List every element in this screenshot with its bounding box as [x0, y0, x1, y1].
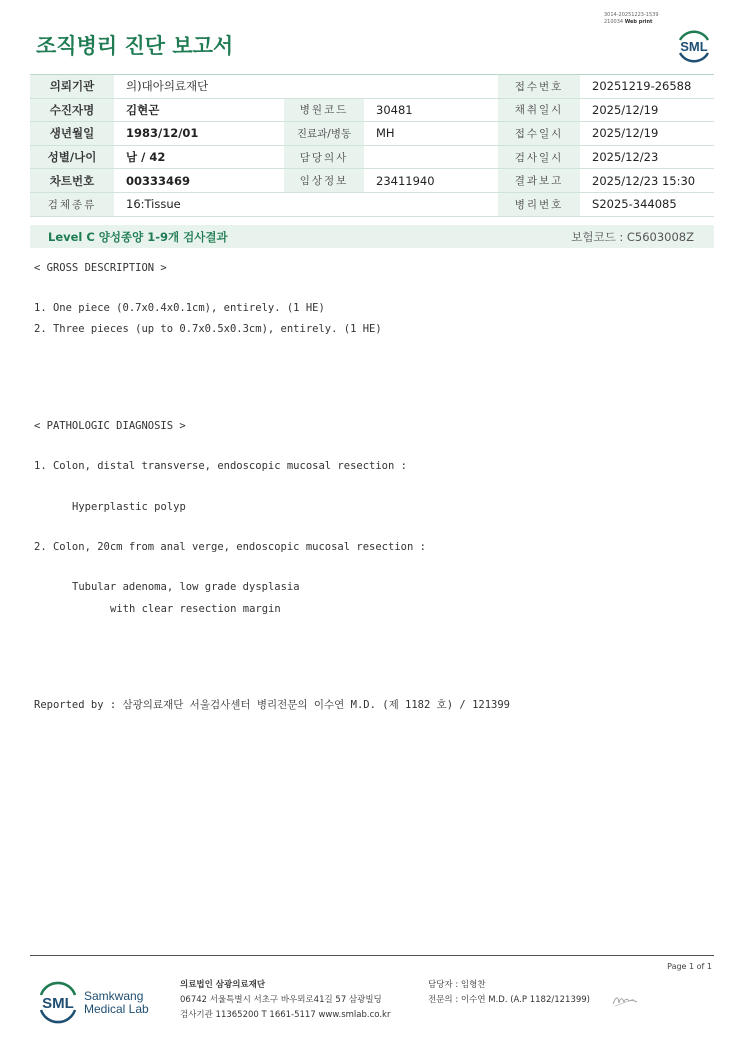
footer-contact: 검사기관 11365200 T 1661-5117 www.smlab.co.kr [180, 1010, 391, 1020]
diagnosis-item-2-margin: with clear resection margin [110, 603, 281, 615]
table-row [30, 169, 714, 193]
value-collection-date: 2025/12/19 [580, 98, 714, 122]
table-row [30, 75, 714, 99]
page-number: Page 1 of 1 [667, 962, 712, 971]
table-row [30, 122, 714, 146]
label-receipt-number: 접수번호 [498, 75, 580, 99]
label-pathology-number: 병리번호 [498, 192, 580, 216]
label-patient-name: 수진자명 [30, 98, 114, 122]
diagnosis-item-1-result: Hyperplastic polyp [72, 501, 186, 513]
diagnosis-item-2-result: Tubular adenoma, low grade dysplasia [72, 581, 300, 593]
label-receipt-date: 접수일시 [498, 122, 580, 146]
table-row [30, 98, 714, 122]
value-birth-date: 1983/12/01 [114, 122, 284, 146]
label-birth-date: 생년월일 [30, 122, 114, 146]
label-collection-date: 채취일시 [498, 98, 580, 122]
table-row [30, 145, 714, 169]
value-result-report: 2025/12/23 15:30 [580, 169, 714, 193]
value-attending-doctor [364, 145, 498, 169]
label-result-report: 결과보고 [498, 169, 580, 193]
test-summary-band [30, 225, 714, 248]
label-chart-number: 차트번호 [30, 169, 114, 193]
value-test-date: 2025/12/23 [580, 145, 714, 169]
value-receipt-date: 2025/12/19 [580, 122, 714, 146]
footer-brand-line2: Medical Lab [84, 1002, 149, 1016]
insurance-code: 보험코드 : C5603008Z [571, 230, 694, 244]
value-sex-age: 남 / 42 [114, 145, 284, 169]
label-clinical-info: 임상정보 [284, 169, 364, 193]
footer-signatories [428, 978, 590, 1008]
label-test-date: 검사일시 [498, 145, 580, 169]
sml-footer-logo-icon [36, 978, 80, 1026]
value-requesting-institution: 의)대아의료재단 [114, 75, 498, 99]
value-receipt-number: 20251219-26588 [580, 75, 714, 99]
gross-description-heading: < GROSS DESCRIPTION > [34, 262, 167, 274]
diagnosis-item-1: 1. Colon, distal transverse, endoscopic mucosal resection : [34, 460, 407, 472]
test-name: Level C 양성종양 1-9개 검사결과 [48, 230, 228, 244]
value-chart-number: 00333469 [114, 169, 284, 193]
label-specimen-type: 검체종류 [30, 192, 114, 216]
label-sex-age: 성별/나이 [30, 145, 114, 169]
sml-logo-text: SML [680, 39, 708, 54]
value-clinical-info: 23411940 [364, 169, 498, 193]
label-department: 진료과/병동 [284, 122, 364, 146]
gross-item-2: 2. Three pieces (up to 0.7x0.5x0.3cm), entirely. (1 HE) [34, 323, 382, 335]
gross-item-1: 1. One piece (0.7x0.4x0.1cm), entirely. (1 HE) [34, 302, 325, 314]
patient-info-table [30, 74, 714, 217]
footer-org-name: 의료법인 삼광의료재단 [180, 980, 266, 990]
print-meta [604, 12, 659, 26]
footer-divider [30, 955, 714, 956]
print-meta-line1: 3014-20251223-1539 [604, 12, 659, 18]
label-hospital-code: 병원코드 [284, 98, 364, 122]
footer-brand-line1: Samkwang [84, 989, 144, 1003]
pathologic-diagnosis-heading: < PATHOLOGIC DIAGNOSIS > [34, 420, 186, 432]
footer-brand [84, 990, 149, 1016]
value-patient-name: 김현곤 [114, 98, 284, 122]
footer-manager: 담당자 : 임형찬 [428, 980, 486, 990]
table-row [30, 192, 714, 216]
sml-footer-logo-text: SML [42, 995, 74, 1012]
label-requesting-institution: 의뢰기관 [30, 75, 114, 99]
print-meta-line2: 210034 Web print [604, 19, 653, 25]
footer-organization [180, 978, 390, 1023]
diagnosis-item-2: 2. Colon, 20cm from anal verge, endoscopic mucosal resection : [34, 541, 426, 553]
sml-logo-icon [674, 26, 714, 66]
value-department: MH [364, 122, 498, 146]
reported-by: Reported by : 삼광의료재단 서울검사센터 병리전문의 이수연 M.D. (제 1182 호) / 121399 [34, 699, 511, 711]
footer-specialist: 전문의 : 이수연 M.D. (A.P 1182/121399) [428, 995, 590, 1005]
footer-address: 06742 서울특별시 서초구 바우뫼로41길 57 삼광빌딩 [180, 995, 382, 1005]
value-specimen-type: 16:Tissue [114, 192, 498, 216]
value-hospital-code: 30481 [364, 98, 498, 122]
label-attending-doctor: 담당의사 [284, 145, 364, 169]
page-title: 조직병리 진단 보고서 [36, 34, 234, 58]
signature-icon [612, 994, 638, 1008]
value-pathology-number: S2025-344085 [580, 192, 714, 216]
